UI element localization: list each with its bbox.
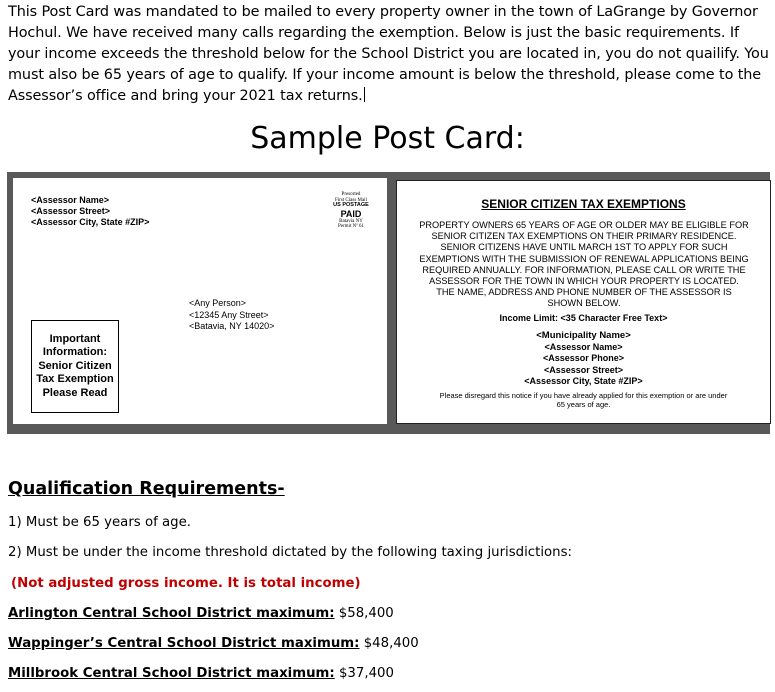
important-line: Senior Citizen — [38, 359, 112, 372]
assessor-contact — [397, 330, 770, 388]
recipient-address — [189, 298, 274, 333]
important-info-box — [31, 320, 119, 413]
district-amount: $37,400 — [334, 666, 394, 681]
important-line: Important — [49, 332, 101, 345]
recipient-line: <Any Person> — [189, 298, 247, 308]
district-amount: $58,400 — [334, 606, 394, 621]
income-limit: Income Limit: <35 Character Free Text> — [499, 313, 668, 323]
requirement-1: 1) Must be 65 years of age. — [8, 515, 191, 530]
important-line: Please Read — [42, 386, 108, 399]
district-name: Wappinger’s Central School District maximum: — [8, 636, 360, 651]
postage-indicia — [323, 192, 379, 230]
intro-text: This Post Card was mandated to be mailed to every property owner in the town of LaGrange by Governor Hochul. We have received many calls regarding the exemption. Below is just the basic requirements. If your income exceeds the threshold below for the School District you are located in, you do not quailify. You must also be 65 years of age to qualify. If your income amount is below the threshold, please come to the Assessor’s office and bring your 2021 tax returns. — [8, 4, 769, 104]
sample-post-card-image — [7, 172, 770, 434]
assessor-line: <Assessor Name> — [544, 341, 623, 352]
intro-paragraph — [8, 2, 770, 107]
postage-line: US POSTAGE — [333, 202, 369, 208]
postcard-front — [13, 178, 387, 424]
district-row — [8, 636, 419, 651]
recipient-line: <12345 Any Street> — [189, 309, 269, 320]
district-row — [8, 606, 394, 621]
assessor-line: <Assessor Street> — [543, 364, 624, 375]
postage-paid: PAID — [340, 208, 362, 219]
district-amount: $48,400 — [359, 636, 419, 651]
assessor-line: <Assessor Phone> — [542, 353, 625, 363]
return-address-line: <Assessor City, State #ZIP> — [31, 217, 150, 227]
text-cursor — [364, 87, 365, 102]
postage-line: First Class Mail — [335, 197, 367, 203]
return-address — [31, 195, 149, 228]
postage-line: Presorted — [341, 192, 361, 197]
postcard-back-body: PROPERTY OWNERS 65 YEARS OF AGE OR OLDER MAY BE ELIGIBLE FOR SENIOR CITIZEN TAX EXEMPTIONS ON THEIR PRIMARY RESIDENCE. SENIOR CITIZENS HAVE UNTIL MARCH 1ST TO APPLY FOR SUCH EXEMPTIONS WITH THE SUBMISSION OF RENEWAL APPLICATIONS BEING REQUIRED ANNUALLY. FOR INFORMATION, PLEASE CALL OR WRITE THE ASSESSOR FOR THE TOWN IN WHICH YOUR PROPERTY IS LOCATED. THE NAME, ADDRESS AND PHONE NUMBER OF THE ASSESSOR IS SHOWN BELOW. — [419, 220, 749, 309]
postcard-back-title: SENIOR CITIZEN TAX EXEMPTIONS — [481, 197, 686, 211]
qualification-heading: Qualification Requirements- — [8, 479, 285, 499]
district-row — [8, 666, 394, 681]
requirement-2: 2) Must be under the income threshold dictated by the following taxing jurisdictions: — [8, 545, 572, 560]
postcard-back — [397, 181, 770, 423]
return-address-line: <Assessor Name> — [31, 195, 110, 205]
important-line: Information: — [42, 346, 108, 359]
sample-post-card-title: Sample Post Card: — [250, 121, 525, 156]
postage-line: Permit Nº 61 — [338, 224, 364, 229]
return-address-line: <Assessor Street> — [31, 206, 111, 216]
district-name: Millbrook Central School District maximum: — [8, 666, 335, 681]
municipality-name: <Municipality Name> — [536, 330, 631, 341]
postage-line: Batavia NY — [339, 218, 363, 224]
income-note: (Not adjusted gross income. It is total income) — [11, 576, 361, 591]
important-line: Tax Exemption — [36, 373, 114, 386]
assessor-line: <Assessor City, State #ZIP> — [524, 376, 643, 386]
disregard-notice: Please disregard this notice if you have already applied for this exemption or are under 65 years of age. — [439, 391, 728, 409]
recipient-line: <Batavia, NY 14020> — [189, 321, 275, 331]
district-name: Arlington Central School District maximum: — [8, 606, 335, 621]
